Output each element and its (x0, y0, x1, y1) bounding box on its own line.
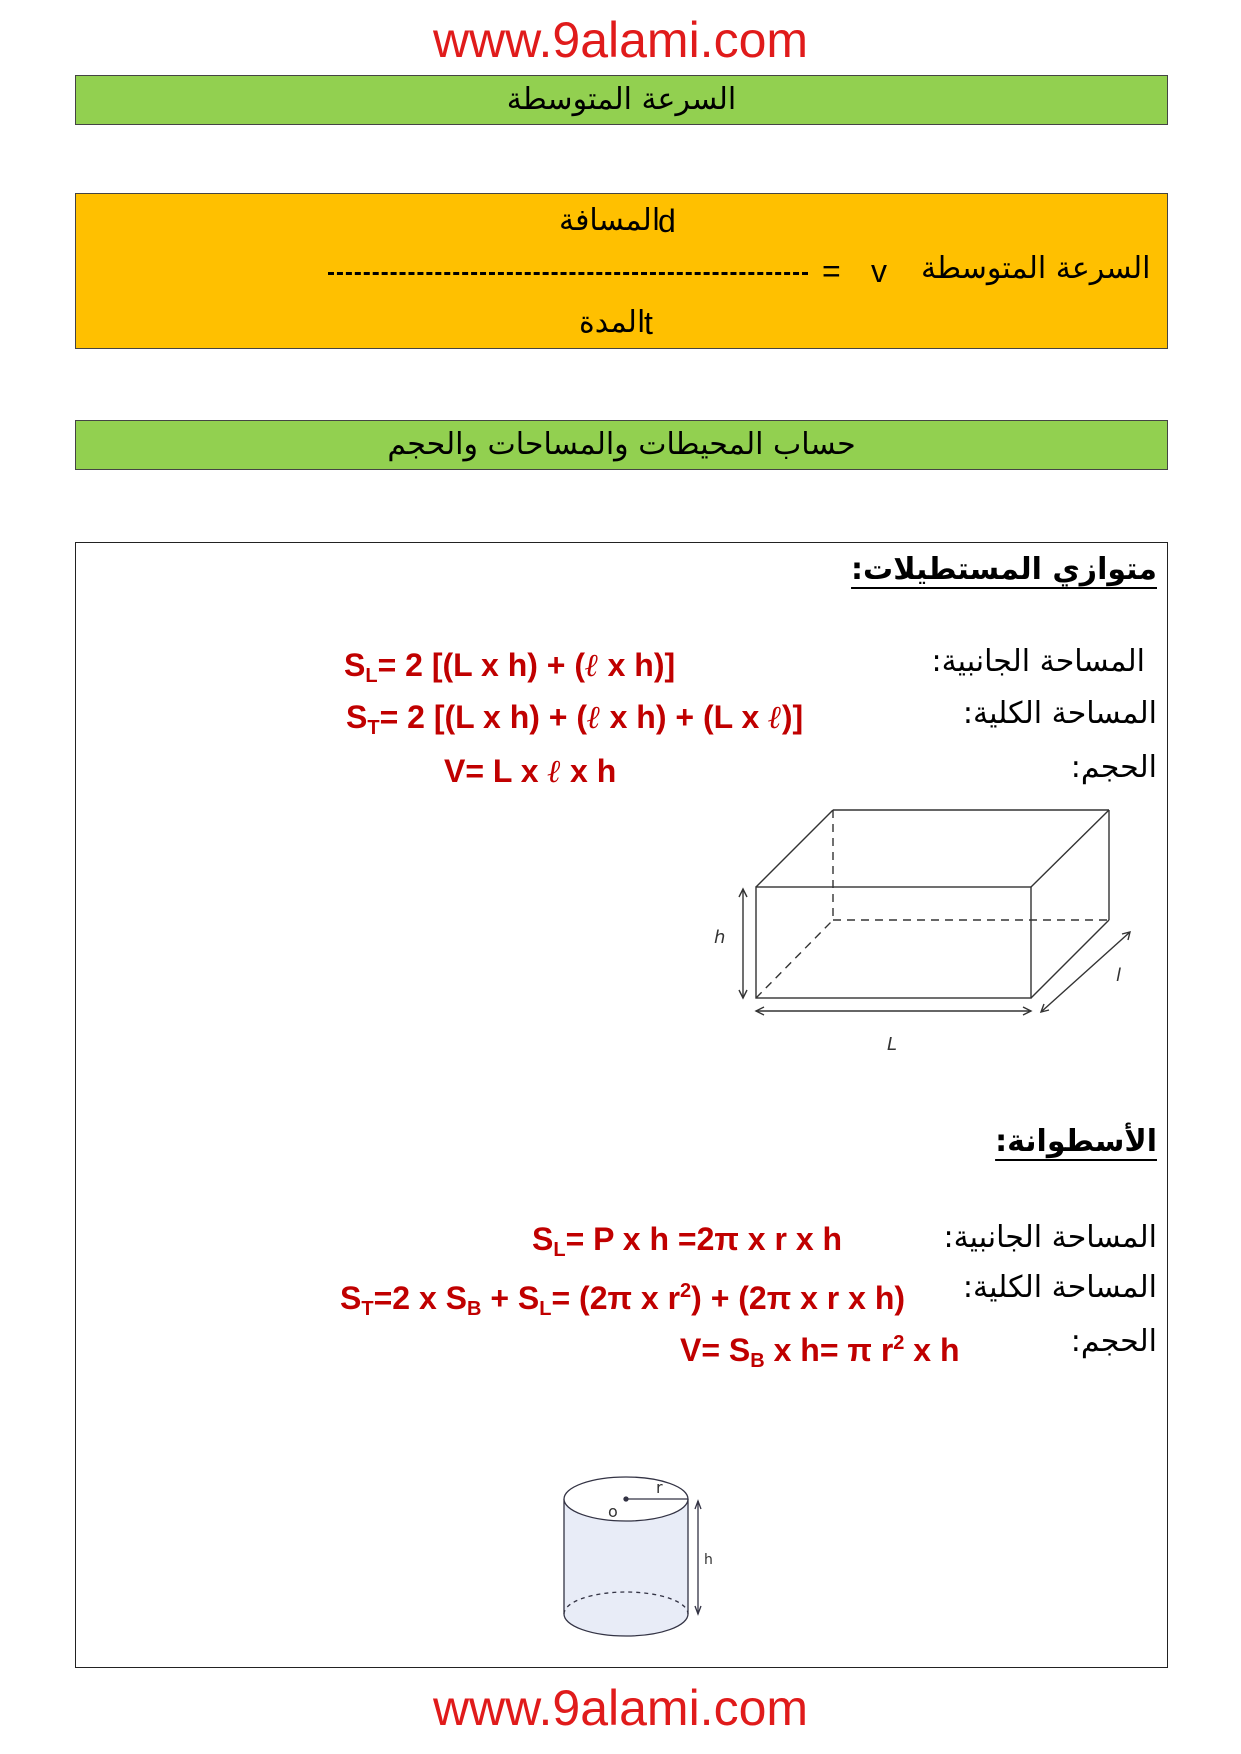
denominator-label: المدة (579, 305, 646, 340)
cuboid-figure (696, 805, 1236, 1065)
speed-title: السرعة المتوسطة (506, 82, 737, 117)
cylinder-lateral-formula: $S_L= P$ x h =2π x r x h (532, 1221, 843, 1261)
cylinder-figure (556, 1469, 746, 1644)
equals-sign: = (822, 253, 841, 289)
numerator-label: المسافة (559, 203, 661, 238)
cylinder-volume-formula: $V= S_B$ x h= π $r^2$ x h (680, 1332, 960, 1372)
cuboid-lateral-label: المساحة الجانبية: (931, 644, 1145, 679)
site-url-top[interactable]: www.9alami.com (432, 12, 809, 68)
cuboid-front-face (756, 887, 1031, 998)
cylinder-volume-label: الحجم: (1070, 1324, 1157, 1359)
cuboid-L-label: L (887, 1034, 898, 1055)
cuboid-total-label: المساحة الكلية: (962, 696, 1157, 731)
speed-formula-box (75, 193, 1168, 349)
formulas-box (75, 542, 1168, 1668)
cuboid-total-formula: $S_T= 2$ [(L x h) + (ℓ x h) + (L x ℓ)] (346, 698, 804, 739)
cylinder-h-label: h (704, 1552, 713, 1568)
cuboid-lateral-formula: $S_L= 2$ [(L x h) + (ℓ x h)] (344, 646, 676, 687)
cuboid-heading: متوازي المستطيلات: (851, 552, 1157, 587)
cylinder-total-formula: $S_T=2$ x $S_B + S_L= (2\pi$ x $r^2) + (2\pi$ x r x h) (340, 1280, 906, 1320)
fraction-line (328, 272, 808, 275)
cuboid-h-label: h (714, 927, 726, 948)
speed-title-bar (75, 75, 1168, 125)
cylinder-total-label: المساحة الكلية: (962, 1270, 1157, 1305)
numerator-symbol: d (658, 203, 676, 239)
denominator-symbol: t (644, 305, 653, 341)
speed-symbol: v (871, 253, 887, 289)
cylinder-o-label: o (608, 1502, 618, 1521)
cuboid-volume-formula: V= L x ℓ x h (444, 752, 617, 790)
site-url-bottom[interactable]: www.9alami.com (432, 1680, 809, 1736)
cuboid-volume-label: الحجم: (1070, 750, 1157, 785)
cylinder-heading: الأسطوانة: (995, 1124, 1157, 1159)
cylinder-lateral-label: المساحة الجانبية: (943, 1220, 1157, 1255)
cuboid-l-label: l (1116, 965, 1122, 986)
section-title: حساب المحيطات والمساحات والحجم (387, 427, 856, 462)
speed-label: السرعة المتوسطة (921, 251, 1151, 286)
cylinder-r-label: r (656, 1478, 663, 1497)
section-title-bar (75, 420, 1168, 470)
